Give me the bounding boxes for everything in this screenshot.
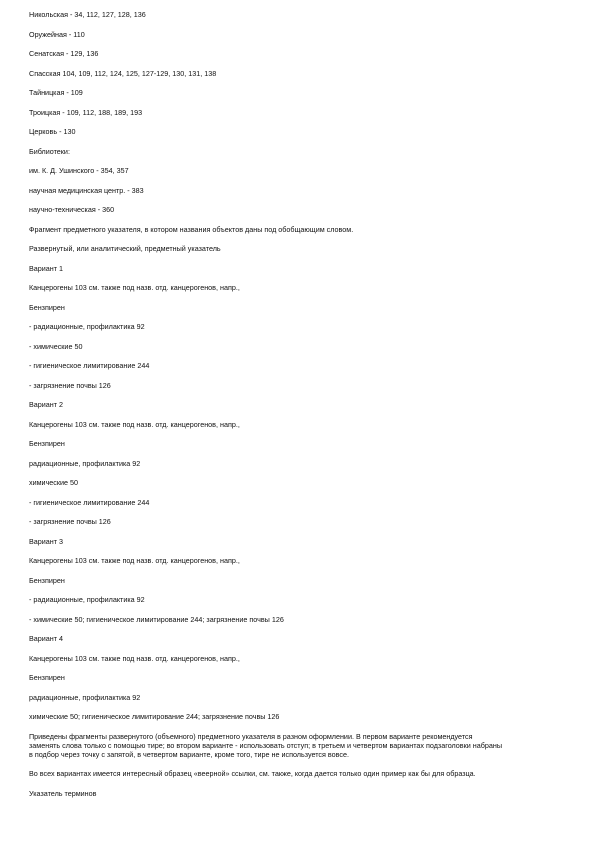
variant-heading: Вариант 1 bbox=[29, 263, 64, 273]
explanation-paragraph bbox=[29, 732, 569, 759]
index-line: Спасская 104, 109, 112, 124, 125, 127-129, 130, 131, 138 bbox=[29, 68, 217, 78]
index-line: радиационные, профилактика 92 bbox=[29, 458, 141, 468]
index-line: Церковь - 130 bbox=[29, 127, 76, 136]
index-line: Бензпирен bbox=[29, 575, 65, 585]
index-line: - радиационные, профилактика 92 bbox=[29, 595, 145, 604]
index-line: Канцерогены 103 см. также под назв. отд. канцерогенов, напр., bbox=[29, 419, 240, 429]
index-line: химические 50 bbox=[29, 478, 79, 487]
index-line: Тайницкая - 109 bbox=[29, 88, 83, 97]
index-line: - химические 50 bbox=[29, 341, 83, 351]
index-line: радиационные, профилактика 92 bbox=[29, 692, 141, 702]
index-line: Оружейная - 110 bbox=[29, 29, 85, 39]
index-line: научная медицинская центр. - 383 bbox=[29, 185, 144, 195]
index-line: - гигиеническое лимитирование 244 bbox=[29, 497, 150, 507]
index-line: - химические 50; гигиеническое лимитирование 244; загрязнение почвы 126 bbox=[29, 614, 284, 624]
index-line: Канцерогены 103 см. также под назв. отд. канцерогенов, напр., bbox=[29, 556, 240, 565]
caption-line: Фрагмент предметного указателя, в котором названия объектов даны под обобщающим словом. bbox=[29, 224, 354, 234]
variant-heading: Вариант 2 bbox=[29, 400, 64, 409]
index-line: - гигиеническое лимитирование 244 bbox=[29, 361, 150, 370]
index-line: Сенатская - 129, 136 bbox=[29, 49, 99, 58]
note-paragraph: Во всех вариантах имеется интересный образец «веерной» ссылки, см. также, когда дается только один пример как бы для образца. bbox=[29, 769, 476, 778]
index-line: Канцерогены 103 см. также под назв. отд. канцерогенов, напр., bbox=[29, 283, 240, 292]
section-heading: Развернутый, или аналитический, предметный указатель bbox=[29, 244, 221, 253]
index-line: научно-техническая - 360 bbox=[29, 205, 115, 214]
variant-heading: Вариант 4 bbox=[29, 634, 64, 643]
section-heading: Указатель терминов bbox=[29, 788, 97, 798]
paragraph-line: Приведены фрагменты развернутого (объемного) предметного указателя в разном оформлении. В первом варианте рекомендуется bbox=[29, 731, 473, 741]
index-line: Никольская - 34, 112, 127, 128, 136 bbox=[29, 10, 146, 19]
index-line: - радиационные, профилактика 92 bbox=[29, 322, 145, 331]
index-heading: Библиотеки: bbox=[29, 146, 70, 156]
index-line: Бензпирен bbox=[29, 673, 65, 682]
index-line: - загрязнение почвы 126 bbox=[29, 517, 111, 526]
paragraph-line: заменять слова только с помощью тире; во втором варианте - использовать отступ; в третьем и четвертом вариантах подзаголовки набраны bbox=[29, 740, 502, 750]
index-line: Бензпирен bbox=[29, 439, 65, 448]
index-line: Бензпирен bbox=[29, 302, 65, 312]
index-line: Канцерогены 103 см. также под назв. отд. канцерогенов, напр., bbox=[29, 653, 240, 663]
document-page bbox=[29, 10, 569, 808]
index-line: химические 50; гигиеническое лимитирование 244; загрязнение почвы 126 bbox=[29, 712, 280, 721]
variant-heading: Вариант 3 bbox=[29, 536, 64, 546]
index-line: - загрязнение почвы 126 bbox=[29, 380, 111, 390]
index-line: им. К. Д. Ушинского - 354, 357 bbox=[29, 166, 129, 175]
paragraph-line: в подбор через точку с запятой, в четвертом варианте, кроме того, тире не используется вовсе. bbox=[29, 749, 349, 759]
index-line: Троицкая - 109, 112, 188, 189, 193 bbox=[29, 107, 143, 117]
